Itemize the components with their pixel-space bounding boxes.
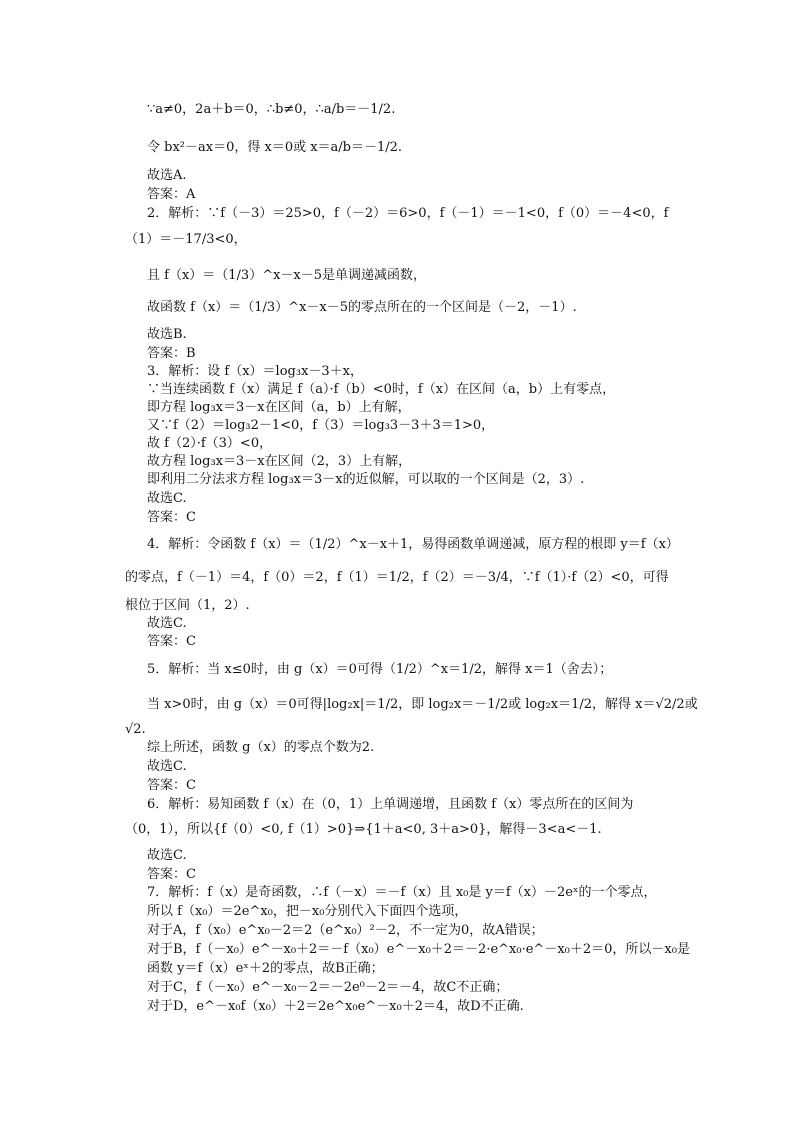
text-line: 故选C. (147, 759, 187, 774)
text-line: 答案：C (147, 778, 196, 793)
text-line: ∵a≠0，2a＋b＝0，∴b≠0，∴a/b＝－1/2. (147, 102, 396, 117)
text-line: （1）＝－17/3<0， (125, 232, 247, 247)
text-line: 即方程 log₃x＝3－x在区间（a，b）上有解， (147, 400, 411, 415)
text-line: 5．解析：当 x≤0时，由 g（x）＝0可得（1/2）^x＝1/2，解得 x＝1（舍去）； (147, 662, 613, 677)
text-line: 4．解析：令函数 f（x）＝（1/2）^x－x＋1，易得函数单调递减，原方程的根即 y＝f（x） (147, 537, 679, 552)
text-line: 答案：A (147, 187, 196, 202)
text-line: 故选C. (147, 616, 187, 631)
text-line: 答案：C (147, 867, 196, 882)
text-line: 的零点，f（－1）＝4，f（0）＝2，f（1）＝1/2，f（2）＝－3/4，∵f（1）·f（2）<0，可得 (125, 570, 669, 585)
text-line: 7．解析：f（x）是奇函数，∴f（－x）＝－f（x）且 x₀是 y＝f（x）－2eˣ的一个零点， (147, 885, 657, 900)
text-line: 综上所述，函数 g（x）的零点个数为2. (147, 740, 375, 755)
text-line: 2．解析：∵f（－3）＝25>0，f（－2）＝6>0，f（－1）＝－1<0，f（0）＝－4<0，f (147, 206, 669, 221)
text-line: 当 x>0时，由 g（x）＝0可得|log₂x|＝1/2，即 log₂x＝－1/2或 log₂x＝1/2，解得 x＝√2/2或 (147, 697, 698, 712)
text-line: 即利用二分法求方程 log₃x＝3－x的近似解，可以取的一个区间是（2，3）. (147, 472, 585, 487)
text-line: 6．解析：易知函数 f（x）在（0，1）上单调递增，且函数 f（x）零点所在的区间为 (147, 797, 634, 812)
text-line: 所以 f（x₀）＝2e^x₀，把－x₀分别代入下面四个选项， (147, 904, 468, 919)
text-line: 故函数 f（x）＝（1/3）^x－x－5的零点所在的一个区间是（－2，－1）. (147, 300, 577, 315)
text-line: 故 f（2）·f（3）<0， (147, 436, 273, 451)
text-line: 故方程 log₃x＝3－x在区间（2，3）上有解， (147, 454, 412, 469)
text-line: 故选B. (147, 327, 187, 342)
text-line: 根位于区间（1，2）. (125, 598, 250, 613)
text-line: 且 f（x）＝（1/3）^x－x－5是单调递减函数， (147, 268, 427, 283)
text-line: 对于D，e^－x₀f（x₀）＋2＝2e^x₀e^－x₀＋2＝4，故D不正确. (147, 999, 524, 1014)
text-line: 故选C. (147, 848, 187, 863)
text-line: ∵当连续函数 f（x）满足 f（a）·f（b）<0时，f（x）在区间（a，b）上有零点， (147, 382, 616, 397)
text-line: 答案：B (147, 346, 196, 361)
text-line: 对于A，f（x₀）e^x₀－2＝2（e^x₀）²－2，不一定为0，故A错误； (147, 923, 544, 938)
text-line: 3．解析：设 f（x）＝log₃x－3＋x， (147, 364, 363, 379)
text-line: （0，1），所以{f（0）<0, f（1）>0}⇒{1＋a<0, 3＋a>0}，解得－3<a<－1. (125, 822, 602, 837)
text-line: √2. (125, 722, 146, 737)
text-line: 故选A. (147, 168, 187, 183)
text-line: 故选C. (147, 491, 187, 506)
text-line: 答案：C (147, 634, 196, 649)
text-line: 又∵f（2）＝log₃2－1<0，f（3）＝log₃3－3＋3＝1>0， (147, 418, 495, 433)
text-line: 令 bx²－ax＝0，得 x＝0或 x＝a/b＝－1/2. (147, 140, 403, 155)
text-line: 对于C，f（－x₀）e^－x₀－2＝－2e⁰－2＝－4，故C不正确； (147, 980, 509, 995)
text-line: 对于B，f（－x₀）e^－x₀＋2＝－f（x₀）e^－x₀＋2＝－2·e^x₀·e^－x₀＋2＝0，所以－x₀是 (147, 942, 690, 957)
text-line: 函数 y＝f（x）eˣ＋2的零点，故B正确； (147, 961, 384, 976)
text-line: 答案：C (147, 510, 196, 525)
